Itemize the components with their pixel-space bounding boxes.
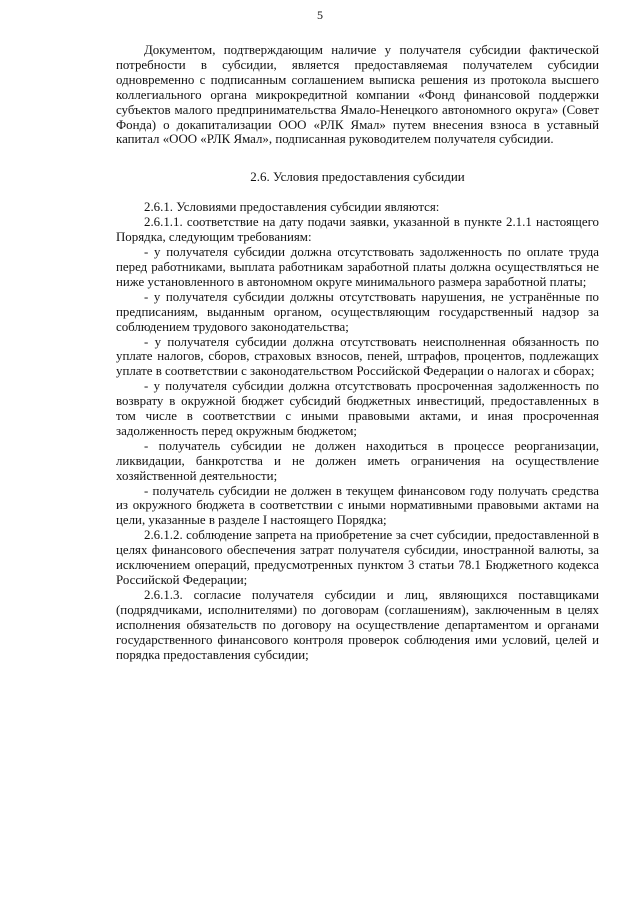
list-item-wage-arrears: - у получателя субсидии должна отсутствовать задолженность по оплате труда перед работниками, выплата работникам заработной платы должна осуществляться не ниже установленного в автономном округе минимального размера заработной платы; [116,245,599,289]
list-item-reorganization: - получатель субсидии не должен находиться в процессе реорганизации, ликвидации, банкротства и не должен иметь ограничения на осуществление хозяйственной деятельности; [116,438,599,483]
page-number: 5 [317,8,323,22]
list-item-tax-obligations: - у получателя субсидии должна отсутствовать неисполненная обязанность по уплате налогов, сборов, страховых взносов, пеней, штрафов, процентов, подлежащих уплате в соответствии с законодательством Российской Федерации о налогах и сборах; [116,334,599,379]
paragraph-2-6-1-3: 2.6.1.3. согласие получателя субсидии и лиц, являющихся поставщиками (подрядчиками, исполнителями) по договорам (соглашениям), заключенным в целях исполнения обязательств по договору на осуществление департаментом и органами государственного финансового контроля проверок соблюдения ими условий, целей и порядка предоставления субсидии; [116,587,599,662]
paragraph-2-6-1-2: 2.6.1.2. соблюдение запрета на приобретение за счет субсидии, предоставленной в целях финансового обеспечения затрат получателя субсидии, иностранной валюты, за исключением операций, предусмотренных пунктом 3 статьи 78.1 Бюджетного кодекса Российской Федерации; [116,528,599,587]
spacer [116,147,599,169]
document-body [116,43,599,662]
list-item-other-funding: - получатель субсидии не должен в текущем финансовом году получать средства из окружного бюджета в соответствии с иными нормативными правовыми актами на цели, указанные в разделе I настоящего Порядка; [116,483,599,528]
paragraph-2-6-1-1: 2.6.1.1. соответствие на дату подачи заявки, указанной в пункте 2.1.1 настоящего Порядка, следующим требованиям: [116,215,599,245]
list-item-labor-violations: - у получателя субсидии должны отсутствовать нарушения, не устранённые по предписаниям, выданным органом, осуществляющим государственный надзор за соблюдением трудового законодательства; [116,289,599,334]
section-heading: 2.6. Условия предоставления субсидии [250,169,465,185]
intro-paragraph: Документом, подтверждающим наличие у получателя субсидии фактической потребности в субсидии, является предоставляемая получателем субсидии одновременно с подписанным соглашением выписка решения из протокола высшего коллегиального органа микрокредитной компании «Фонд финансовой поддержки субъектов малого предпринимательства Ямало-Ненецкого автономного округа» (Совет Фонда) о докапитализации ООО «РЛК Ямал» путем внесения взноса в уставный капитал «ООО «РЛК Ямал», подписанная руководителем получателя субсидии. [116,43,599,147]
paragraph-2-6-1: 2.6.1. Условиями предоставления субсидии являются: [144,200,440,215]
list-item-budget-debt: - у получателя субсидии должна отсутствовать просроченная задолженность по возврату в окружной бюджет субсидий бюджетных инвестиций, предоставленных в том числе в соответствии с иными правовыми актами, и иная просроченная задолженность перед окружным бюджетом; [116,379,599,438]
spacer [116,184,599,200]
